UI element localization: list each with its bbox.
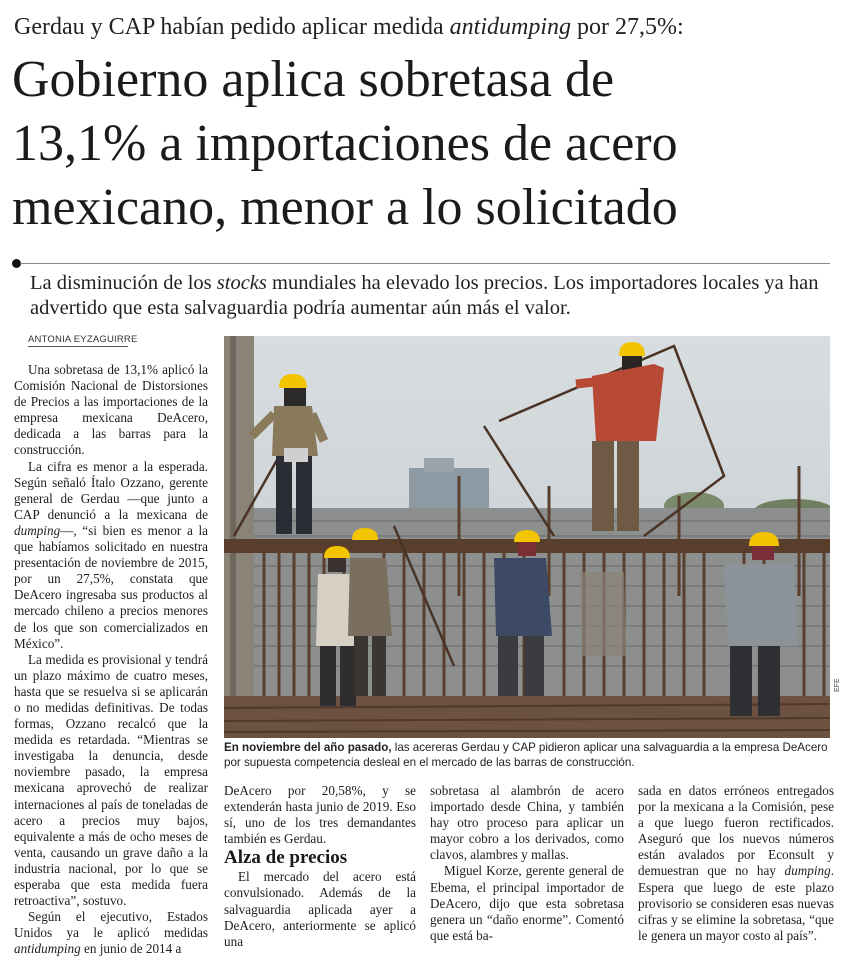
paragraph: La medida es provisional y tendrá un plazo máximo de cuatro meses, hasta que se resuelva si se aplicarán o no medidas definitivas. De todas formas, Ozzano recalcó que la medida es retardada. “Mientras se investigaba la denuncia, desde noviembre pasado, la empresa mexicana aprovechó de realizar internaciones al país de toneladas de acero a precios muy bajos, equivalente a más de ocho meses de venta, causando un grave daño a la industria nacional, por lo que se esperaba que esta medida fuera retroactiva”, sostuvo. xyxy=(14,651,208,909)
paragraph-text: La cifra es menor a la esperada. Según señaló Ítalo Ozzano, gerente general de Gerdau —que junto a CAP denunció a la mexicana de xyxy=(14,458,208,522)
headline-line-3: mexicano, menor a lo solicitado xyxy=(12,179,678,236)
paragraph xyxy=(14,909,208,957)
paragraph-text: —, “si bien es menor a la que habíamos solicitado en nuestra presentación de noviembre de 2015, por un 27,5%, constata que DeAcero ingresaba sus productos al mercado chileno a precios menores de los que son comercializados en México”. xyxy=(14,522,208,651)
headline-line-1: Gobierno aplica sobretasa de xyxy=(12,51,615,108)
byline-rule xyxy=(28,346,128,347)
caption-bold: En noviembre del año pasado, xyxy=(224,741,392,754)
paragraph xyxy=(638,783,834,944)
paragraph-text: en junio de 2014 a xyxy=(80,941,182,957)
kicker-suffix: por 27,5%: xyxy=(571,14,684,40)
paragraph-text: . Espera que luego de este plazo provisorio se consideren esas nuevas cifras y se elimine la sobretasa, “que le genera un mayor costo al país”. xyxy=(638,863,834,943)
kicker-italic: antidumping xyxy=(449,14,571,40)
paragraph-text: sada en datos erróneos entregados por la mexicana a la Comisión, pese a que luego fueron rectificados. Aseguró que los nuevos números están avalados por Econsult y demuestran que no hay xyxy=(638,783,834,879)
column-4 xyxy=(638,783,834,944)
column-2 xyxy=(224,783,416,950)
photo xyxy=(224,336,830,738)
caption-text: las acereras Gerdau y CAP pidieron aplicar una salvaguardia a la empresa DeAcero por supuesta competencia desleal en el mercado de las barras de construcción. xyxy=(224,741,828,769)
column-1 xyxy=(14,362,208,957)
deck xyxy=(30,271,830,321)
byline: ANTONIA EYZAGUIRRE xyxy=(28,334,138,345)
deck-text: La disminución de los xyxy=(30,272,217,294)
photo-caption xyxy=(224,740,836,770)
paragraph: Miguel Korze, gerente general de Ebema, el principal importador de DeAcero, dijo que esta sobretasa genera un “daño enorme”. Comentó que está ba- xyxy=(430,863,624,943)
paragraph: sobretasa al alambrón de acero importado desde China, y también hay otro proceso para aplicar un mayor cobro a los derivados, como clavos, alambres y mallas. xyxy=(430,783,624,863)
construction-workers-photo xyxy=(224,336,830,738)
paragraph: Una sobretasa de 13,1% aplicó la Comisión Nacional de Distorsiones de Precios a las importaciones de la empresa mexicana DeAcero, dedicada a las barras para la construcción. xyxy=(14,362,208,458)
paragraph: DeAcero por 20,58%, y se extenderán hasta junio de 2019. Eso sí, uno de los tres demandantes también es Gerdau. xyxy=(224,783,416,847)
subhead: Alza de precios xyxy=(224,847,348,869)
paragraph-italic: dumping xyxy=(14,522,61,538)
kicker-text: Gerdau y CAP habían pedido aplicar medida xyxy=(14,14,450,40)
paragraph-italic: antidumping xyxy=(14,941,81,957)
paragraph-italic: dumping xyxy=(784,863,831,879)
deck-divider xyxy=(20,263,830,264)
kicker xyxy=(14,14,834,41)
deck-text-2: mundiales ha elevado los precios. Los importadores locales ya han advertido que esta salvaguardia podría aumentar aún más el valor. xyxy=(30,272,819,319)
headline-line-2: 13,1% a importaciones de acero xyxy=(12,115,678,172)
paragraph xyxy=(14,459,208,652)
headline xyxy=(12,48,842,240)
photo-credit: EFE xyxy=(834,678,841,692)
paragraph: El mercado del acero está convulsionado. Además de la salvaguardia aplicada ayer a DeAcero, anteriormente se aplicó una xyxy=(224,869,416,949)
paragraph-text: Según el ejecutivo, Estados Unidos ya le aplicó medidas xyxy=(14,909,208,941)
column-3 xyxy=(430,783,624,944)
deck-italic: stocks xyxy=(216,272,267,294)
